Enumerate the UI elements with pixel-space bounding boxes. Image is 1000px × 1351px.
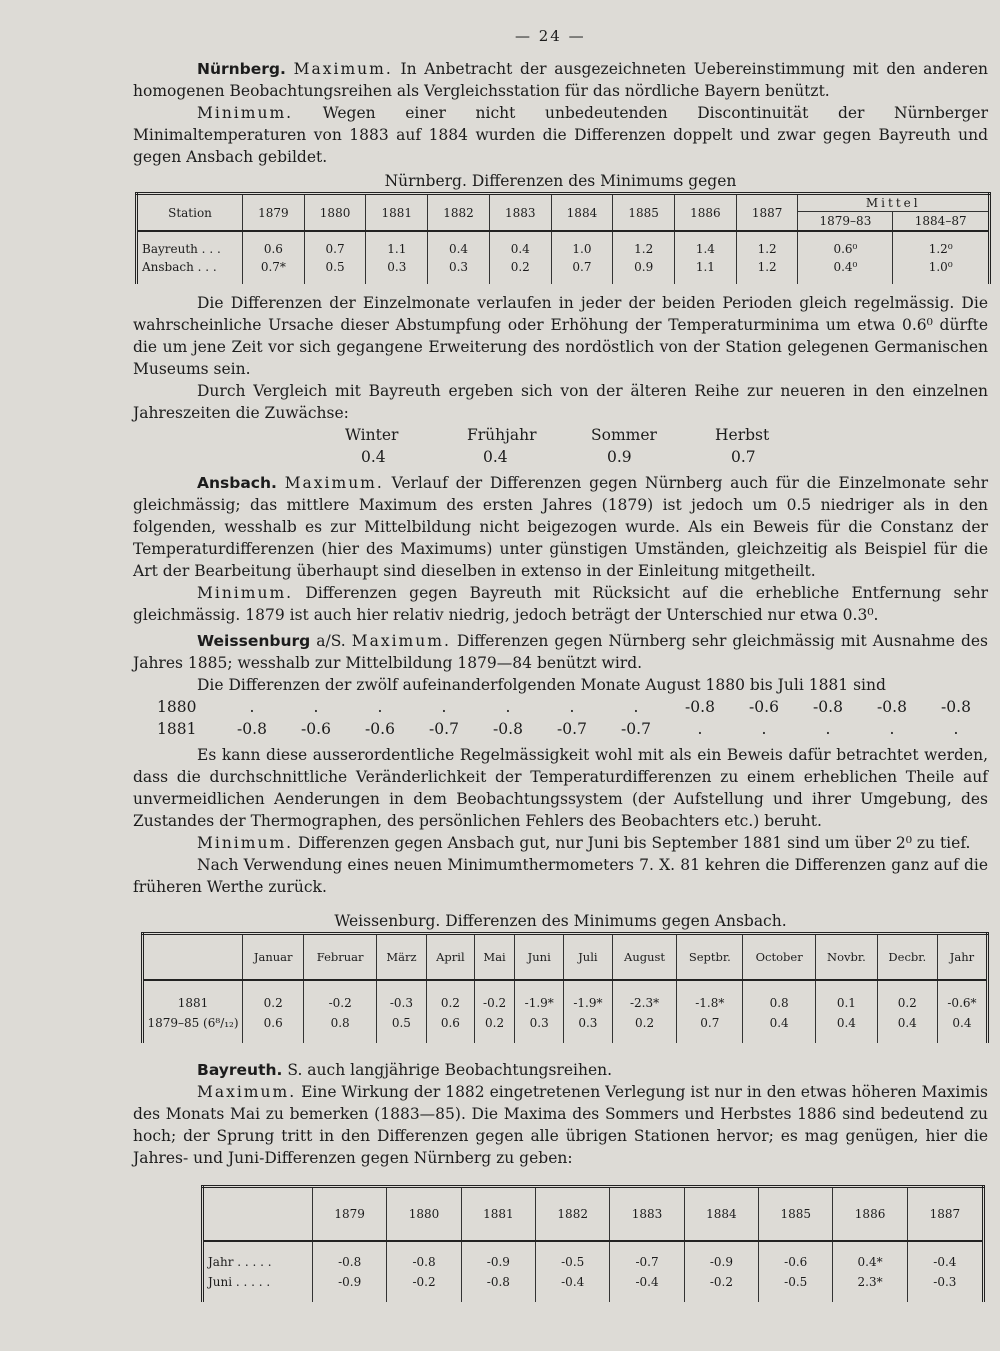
diff-value: .	[633, 698, 639, 716]
station-header: Station	[137, 194, 243, 232]
diff-value: .	[761, 720, 767, 738]
mittel-cell: 0.4⁰	[798, 258, 893, 284]
lead-maximum: Maximum.	[293, 60, 393, 78]
table-cell: 0.2	[612, 1013, 677, 1043]
table-cell: 0.2	[426, 980, 474, 1013]
year-header: 1885	[613, 194, 675, 232]
lead-minimum: Minimum.	[197, 584, 294, 602]
table-cell: -0.9	[461, 1241, 535, 1272]
table-cell: 0.5	[304, 258, 366, 284]
table-cell: 0.7*	[243, 258, 305, 284]
year-header: 1884	[684, 1187, 758, 1242]
paragraph-minimumthermometer: Nach Verwendung eines neuen Minimumthermometers 7. X. 81 kehren die Differenzen ganz auf die früheren Werthe zurück.	[133, 856, 988, 896]
year-header: 1886	[833, 1187, 907, 1242]
diff-value: -0.8	[685, 698, 715, 716]
table-cell: 1.4	[675, 231, 737, 258]
diff-value: .	[569, 698, 575, 716]
diff-value: -0.8	[941, 698, 971, 716]
month-header: April	[426, 934, 474, 981]
table-cell: -0.5	[759, 1272, 833, 1302]
table-cell: -0.8	[313, 1241, 387, 1272]
month-header: August	[612, 934, 677, 981]
table-cell: -0.4	[536, 1272, 610, 1302]
table-cell: 0.4	[743, 1013, 816, 1043]
table-cell: 0.8	[304, 1013, 376, 1043]
season-name: Frühjahr	[467, 426, 537, 444]
season-value: 0.4	[361, 448, 386, 466]
table-cell: -0.6*	[937, 980, 987, 1013]
paragraph-weissenburg-maximum	[133, 630, 988, 674]
year-header: 1882	[536, 1187, 610, 1242]
heading-suffix: a/S.	[316, 632, 346, 650]
table-cell: -0.2	[474, 980, 515, 1013]
season-name: Herbst	[715, 426, 770, 444]
month-header: October	[743, 934, 816, 981]
table-cell: 1.1	[366, 231, 428, 258]
month-header: Juni	[515, 934, 564, 981]
diff-value: .	[505, 698, 511, 716]
year-header: 1882	[428, 194, 490, 232]
year-header: 1883	[489, 194, 551, 232]
paragraph-text: Wegen einer nicht unbedeutenden Discontinuität der Nürnberger Minimaltemperaturen von 1883 auf 1884 wurden die Differenzen doppelt und zwar gegen Bayreuth und gegen Ansbach gebildet.	[133, 104, 989, 166]
mittel-period-header: 1884–87	[893, 212, 990, 232]
table-cell: -0.4	[610, 1272, 684, 1302]
diff-row	[133, 696, 988, 718]
table-bayreuth-differenzen	[201, 1185, 985, 1302]
diff-value: .	[249, 698, 255, 716]
table-cell: 0.4	[489, 231, 551, 258]
paragraph-ansbach-maximum	[133, 472, 988, 582]
table-cell: -0.8	[387, 1241, 461, 1272]
table-cell: 1.1	[675, 258, 737, 284]
table-cell: -0.3	[376, 980, 426, 1013]
mittel-header: Mittel	[798, 194, 990, 212]
table-cell: 0.2	[489, 258, 551, 284]
paragraph-ansbach-minimum	[133, 582, 988, 626]
row-label: Jahr . . . . .	[208, 1255, 272, 1269]
table-cell: 0.2	[243, 980, 304, 1013]
month-header: Septbr.	[677, 934, 743, 981]
table-cell: -1.9*	[564, 980, 613, 1013]
season-name: Winter	[345, 426, 399, 444]
month-header: Decbr.	[877, 934, 937, 981]
table-cell: 0.1	[816, 980, 878, 1013]
year-header: 1883	[610, 1187, 684, 1242]
table-cell: 0.2	[474, 1013, 515, 1043]
diff-values	[220, 718, 988, 740]
table-weissenburg-minimum	[141, 932, 989, 1043]
year-header: 1879	[243, 194, 305, 232]
table-cell: 1.2	[613, 231, 675, 258]
diff-value: -0.8	[493, 720, 523, 738]
paragraph-text: Differenzen gegen Nürnberg sehr gleichmässig mit Ausnahme des Jahres 1885; wesshalb zur Mittelbildung 1879—84 benützt wird.	[133, 632, 988, 672]
year-header: 1886	[675, 194, 737, 232]
year-header: 1881	[461, 1187, 535, 1242]
lead-minimum: Minimum.	[197, 834, 294, 852]
season-value: 0.4	[483, 448, 508, 466]
lead-minimum: Minimum.	[197, 104, 294, 122]
monthly-differences	[133, 696, 988, 740]
table-cell: 0.4	[877, 1013, 937, 1043]
paragraph-zwoelf-monate: Die Differenzen der zwölf aufeinanderfolgenden Monate August 1880 bis Juli 1881 sind	[197, 676, 886, 694]
paragraph-text: In Anbetracht der ausgezeichneten Uebereinstimmung mit den anderen homogenen Beobachtungsreihen als Vergleichsstation für das nördliche Bayern benützt.	[133, 60, 988, 100]
season-value: 0.9	[607, 448, 632, 466]
seasons-table	[345, 424, 988, 468]
lead-maximum: Maximum.	[284, 474, 384, 492]
section-heading-bayreuth: Bayreuth.	[197, 1061, 283, 1079]
diff-value: -0.7	[429, 720, 459, 738]
paragraph-regelmaessigkeit: Es kann diese ausserordentliche Regelmässigkeit wohl mit als ein Beweis dafür betrachtet werden, dass die durchschnittliche Veränderlichkeit der Temperaturdifferenzen zu einem erheblichen Theile auf unvermeidlichen Aenderungen in dem Beobachtungssystem (der Aufstellung und ihrer Umgebung, des Zustandes der Thermographen, des persönlichen Fehlers des Beobachters etc.) beruht.	[133, 746, 988, 830]
paragraph-nuernberg-maximum	[133, 58, 988, 102]
mittel-cell: 1.2⁰	[893, 231, 990, 258]
table-cell: -0.7	[610, 1241, 684, 1272]
table-row	[143, 1013, 988, 1043]
table-cell: 1.2	[736, 231, 798, 258]
table-row	[137, 231, 990, 258]
mittel-cell: 0.6⁰	[798, 231, 893, 258]
paragraph-bayreuth-maximum	[133, 1081, 988, 1169]
lead-maximum: Maximum.	[197, 1083, 297, 1101]
table-cell: 0.8	[743, 980, 816, 1013]
table-cell: -0.9	[684, 1241, 758, 1272]
table-cell: -0.3	[907, 1272, 983, 1302]
table-cell: 0.2	[877, 980, 937, 1013]
paragraph-differenzen: Die Differenzen der Einzelmonate verlaufen in jeder der beiden Perioden gleich regelmässig. Die wahrscheinliche Ursache dieser Abstumpfung oder Erhöhung der Temperaturminima um etwa 0.6⁰ dürfte die um jene Zeit vor sich gegangene Erweiterung des nordöstlich von der Station gelegenen Germanischen Museums sein.	[133, 294, 988, 378]
table-cell: 0.4	[937, 1013, 987, 1043]
diff-value: .	[441, 698, 447, 716]
diff-value: -0.6	[749, 698, 779, 716]
diff-value: .	[377, 698, 383, 716]
table-cell: -0.2	[304, 980, 376, 1013]
table-cell: 0.4*	[833, 1241, 907, 1272]
table-cell: -0.6	[759, 1241, 833, 1272]
paragraph-text: Differenzen gegen Bayreuth mit Rücksicht auf die erhebliche Entfernung sehr gleichmässig. 1879 ist auch hier relativ niedrig, jedoch beträgt der Unterschied nur etwa 0.3⁰.	[133, 584, 988, 624]
paragraph-vergleich-bayreuth: Durch Vergleich mit Bayreuth ergeben sich von der älteren Reihe zur neueren in den einzelnen Jahreszeiten die Zuwächse:	[133, 382, 988, 422]
month-header: März	[376, 934, 426, 981]
paragraph-text: S. auch langjährige Beobachtungsreihen.	[287, 1061, 613, 1079]
year-header: 1885	[759, 1187, 833, 1242]
table-cell: -1.9*	[515, 980, 564, 1013]
table-cell: 1.2	[736, 258, 798, 284]
mittel-period-header: 1879–83	[798, 212, 893, 232]
month-header: Novbr.	[816, 934, 878, 981]
diff-values	[220, 696, 988, 718]
diff-value: -0.8	[813, 698, 843, 716]
diff-value: -0.8	[237, 720, 267, 738]
table-nuernberg-minimum	[135, 192, 991, 284]
table-cell: 2.3*	[833, 1272, 907, 1302]
diff-value: .	[313, 698, 319, 716]
row-label: 1881	[177, 996, 209, 1010]
table-cell: 0.7	[677, 1013, 743, 1043]
blank-header	[203, 1187, 313, 1242]
diff-year: 1881	[157, 720, 197, 738]
section-heading-weissenburg: Weissenburg	[197, 632, 311, 650]
paragraph-weissenburg-minimum	[133, 832, 988, 854]
table-row	[143, 980, 988, 1013]
row-label: 1879–85 (6⁸/₁₂)	[147, 1016, 239, 1030]
blank-header	[143, 934, 243, 981]
table-cell: 0.3	[515, 1013, 564, 1043]
table-cell: 0.6	[426, 1013, 474, 1043]
table-cell: 0.3	[564, 1013, 613, 1043]
paragraph-text: Verlauf der Differenzen gegen Nürnberg auch für die Einzelmonate sehr gleichmässig; das mittlere Maximum des ersten Jahres (1879) ist jedoch um 0.5 niedriger als in den folgenden, wesshalb es zur Mittelbildung nicht beigezogen wurde. Als ein Beweis für die Constanz der Temperaturdifferenzen (hier des Maximums) unter günstigen Umständen, gleichzeitig als Beispiel für die Art der Bearbeitung überhaupt sind dieselben in extenso in der Einleitung mitgetheilt.	[133, 474, 988, 580]
table-cell: 0.6	[243, 1013, 304, 1043]
section-heading-nuernberg: Nürnberg.	[197, 60, 286, 78]
season-name: Sommer	[591, 426, 657, 444]
table-cell: -0.5	[536, 1241, 610, 1272]
month-header: Februar	[304, 934, 376, 981]
table1-caption: Nürnberg. Differenzen des Minimums gegen	[384, 172, 737, 190]
paragraph-text: Differenzen gegen Ansbach gut, nur Juni bis September 1881 sind um über 2⁰ zu tief.	[298, 834, 971, 852]
year-header: 1887	[736, 194, 798, 232]
page-content	[133, 58, 988, 1302]
month-header: Juli	[564, 934, 613, 981]
table-cell: -1.8*	[677, 980, 743, 1013]
paragraph-nuernberg-minimum	[133, 102, 988, 168]
diff-value: -0.6	[365, 720, 395, 738]
table-cell: -2.3*	[612, 980, 677, 1013]
table-cell: 0.3	[366, 258, 428, 284]
year-header: 1880	[304, 194, 366, 232]
row-label: Juni . . . . .	[208, 1275, 271, 1289]
table-cell: 0.4	[428, 231, 490, 258]
month-header: Jahr	[937, 934, 987, 981]
table2-caption: Weissenburg. Differenzen des Minimums gegen Ansbach.	[334, 912, 787, 930]
season-value: 0.7	[731, 448, 756, 466]
diff-value: .	[825, 720, 831, 738]
diff-row	[133, 718, 988, 740]
table-cell: 0.3	[428, 258, 490, 284]
table-cell: 0.7	[304, 231, 366, 258]
section-heading-ansbach: Ansbach.	[197, 474, 277, 492]
year-header: 1879	[313, 1187, 387, 1242]
diff-value: -0.7	[557, 720, 587, 738]
table-cell: -0.4	[907, 1241, 983, 1272]
row-label: Ansbach . . .	[142, 260, 217, 274]
year-header: 1880	[387, 1187, 461, 1242]
diff-value: .	[697, 720, 703, 738]
table-cell: -0.8	[461, 1272, 535, 1302]
table-cell: 1.0	[551, 231, 613, 258]
table-cell: 0.9	[613, 258, 675, 284]
diff-value: -0.8	[877, 698, 907, 716]
month-header: Januar	[243, 934, 304, 981]
table-cell: -0.2	[387, 1272, 461, 1302]
table-cell: 0.6	[243, 231, 305, 258]
mittel-cell: 1.0⁰	[893, 258, 990, 284]
table-row	[203, 1272, 984, 1302]
diff-value: -0.6	[301, 720, 331, 738]
table-cell: 0.4	[816, 1013, 878, 1043]
diff-year: 1880	[157, 698, 197, 716]
paragraph-text: Eine Wirkung der 1882 eingetretenen Verlegung ist nur in den etwas höheren Maximis des Monats Mai zu bemerken (1883—85). Die Maxima des Sommers und Herbstes 1886 sind bedeutend zu hoch; der Sprung tritt in den Differenzen gegen alle übrigen Stationen hervor; es mag genügen, hier die Jahres- und Juni-Differenzen gegen Nürnberg zu geben:	[133, 1083, 988, 1167]
year-header: 1881	[366, 194, 428, 232]
table-row	[203, 1241, 984, 1272]
year-header: 1884	[551, 194, 613, 232]
diff-value: .	[889, 720, 895, 738]
table-cell: -0.9	[313, 1272, 387, 1302]
diff-value: -0.7	[621, 720, 651, 738]
lead-maximum: Maximum.	[351, 632, 451, 650]
row-label: Bayreuth . . .	[142, 242, 221, 256]
table-cell: 0.7	[551, 258, 613, 284]
year-header: 1887	[907, 1187, 983, 1242]
table-row	[137, 258, 990, 284]
page-number: — 24 —	[515, 27, 586, 45]
table-cell: -0.2	[684, 1272, 758, 1302]
paragraph-bayreuth	[133, 1059, 988, 1081]
table-cell: 0.5	[376, 1013, 426, 1043]
diff-value: .	[953, 720, 959, 738]
month-header: Mai	[474, 934, 515, 981]
